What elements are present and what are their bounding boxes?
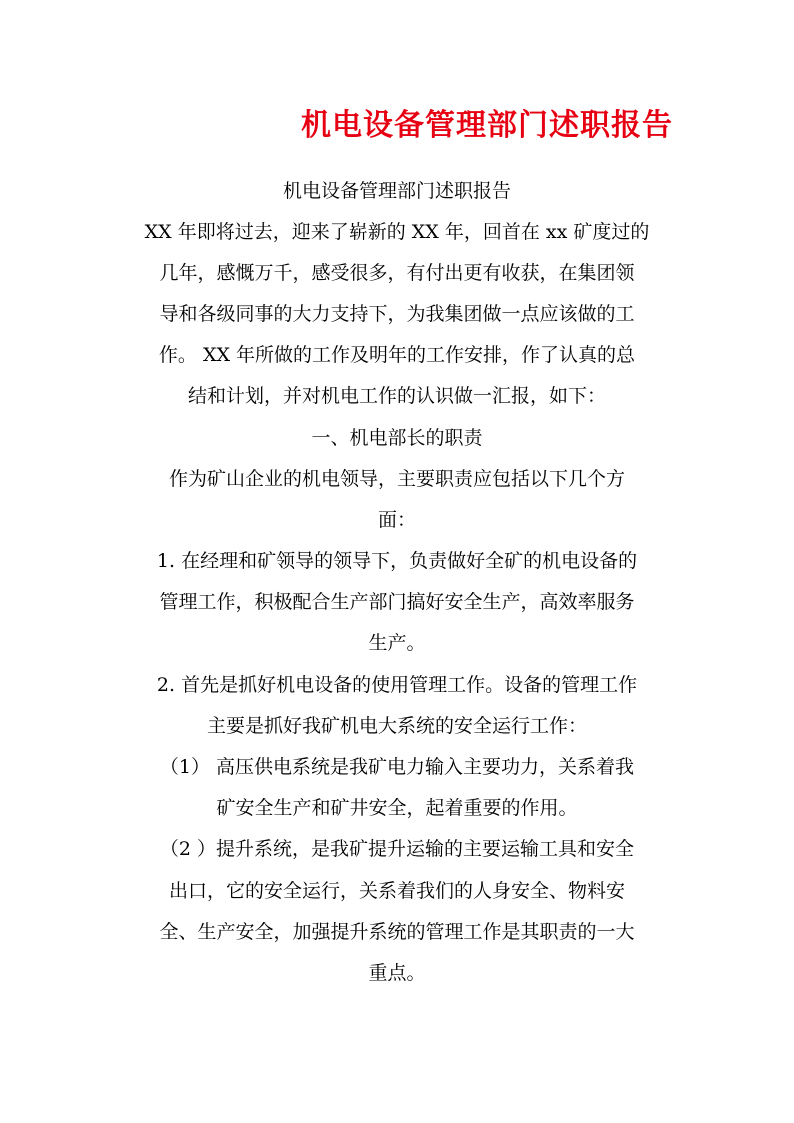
sub-item-line: 全、生产安全，加强提升系统的管理工作是其职责的一大 — [159, 921, 635, 943]
sub-item-line: 重点。 — [368, 962, 426, 984]
sub-item-line: （1） 高压供电系统是我矿电力输入主要功力，关系着我 — [159, 756, 635, 778]
body-line: 作为矿山企业的机电领导，主要职责应包括以下几个方 — [168, 468, 625, 490]
body-line: XX 年即将过去，迎来了崭新的 XX 年，回首在 xx 矿度过的 — [144, 221, 650, 243]
sub-item-line: 矿安全生产和矿井安全，起着重要的作用。 — [216, 797, 578, 819]
section-heading: 一、机电部长的职责 — [311, 427, 483, 449]
document-title: 机电设备管理部门述职报告 — [301, 108, 673, 143]
list-item-line: 管理工作，积极配合生产部门搞好安全生产，高效率服务 — [159, 591, 635, 613]
list-item-line: 生产。 — [368, 632, 426, 654]
body-line: 导和各级同事的大力支持下，为我集团做一点应该做的工 — [159, 303, 635, 325]
body-line: 结和计划，并对机电工作的认识做一汇报，如下： — [187, 385, 606, 407]
body-line: 面： — [377, 509, 416, 531]
list-item-line: 1. 在经理和矿领导的领导下，负责做好全矿的机电设备的 — [156, 550, 638, 572]
subtitle-line: 机电设备管理部门述职报告 — [282, 180, 511, 202]
body-line: 作。 XX 年所做的工作及明年的工作安排，作了认真的总 — [158, 344, 636, 366]
sub-item-line: （2 ）提升系统，是我矿提升运输的主要运输工具和安全 — [159, 838, 635, 860]
sub-item-line: 出口，它的安全运行，关系着我们的人身安全、物料安 — [168, 880, 625, 902]
body-line: 几年，感慨万千，感受很多，有付出更有收获，在集团领 — [159, 262, 635, 284]
list-item-line: 2. 首先是抓好机电设备的使用管理工作。设备的管理工作 — [156, 674, 638, 696]
list-item-line: 主要是抓好我矿机电大系统的安全运行工作： — [206, 715, 587, 737]
